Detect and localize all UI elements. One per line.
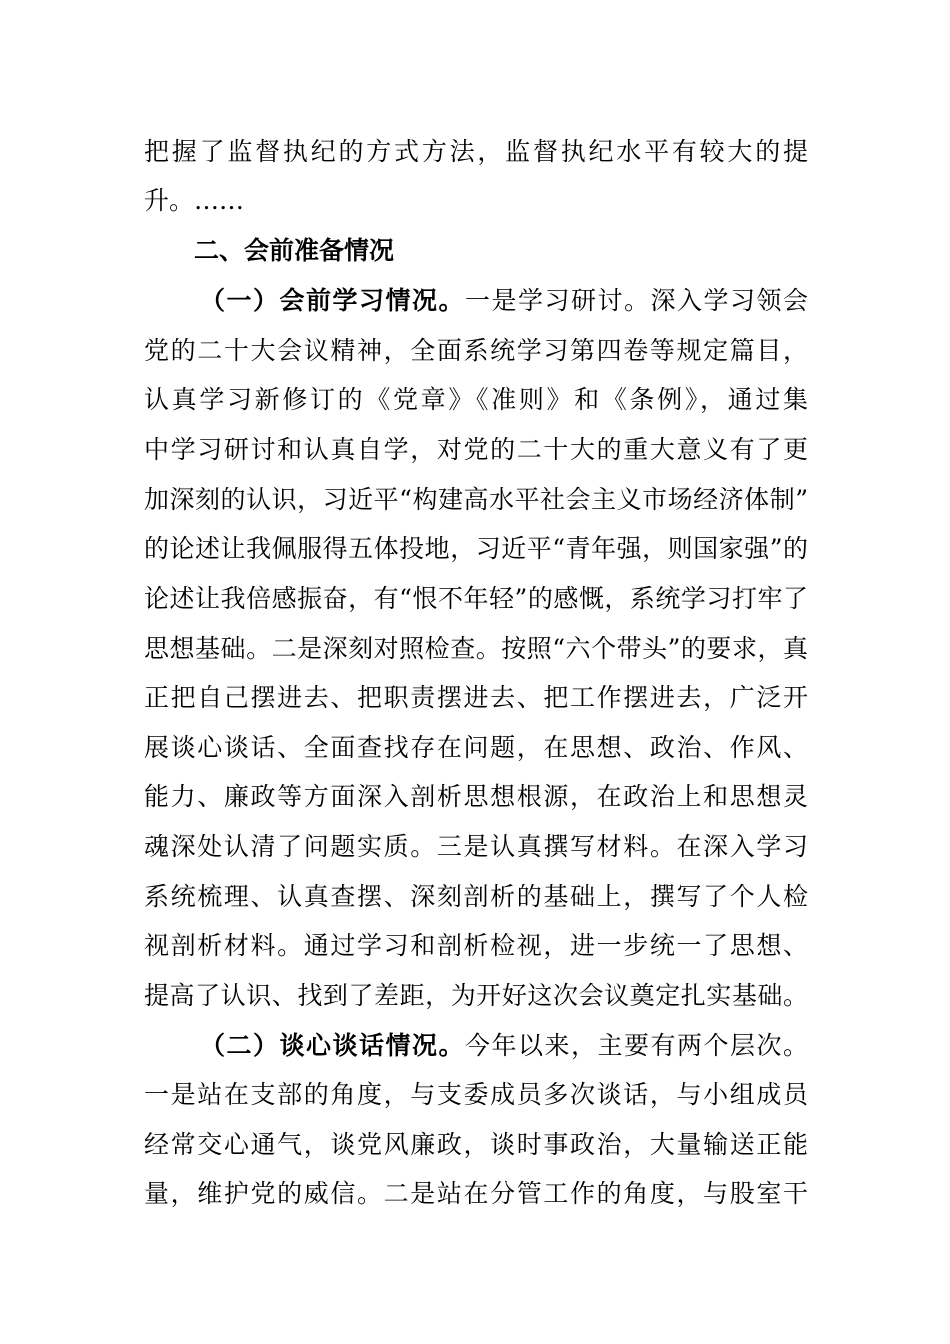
- paragraph-first-line: [200, 276, 808, 326]
- body-text-span: 一是学习研讨。深入学习领会: [465, 286, 808, 315]
- subsection-heading: （一）会前学习情况。: [200, 286, 465, 315]
- body-text-line: 升。……: [144, 186, 245, 215]
- body-text-line: 展谈心谈话、全面查找存在问题，在思想、政治、作风、: [144, 733, 808, 762]
- body-text-line: 提高了认识、找到了差距，为开好这次会议奠定扎实基础。: [144, 981, 808, 1010]
- body-text-line: 加深刻的认识，习近平“构建高水平社会主义市场经济体制”: [144, 485, 808, 514]
- body-text-line: 一是站在支部的角度，与支委成员多次谈话，与小组成员: [144, 1080, 808, 1109]
- body-text-line: 能力、廉政等方面深入剖析思想根源，在政治上和思想灵: [144, 782, 808, 811]
- body-text-line: 正把自己摆进去、把职责摆进去、把工作摆进去，广泛开: [144, 683, 808, 712]
- body-text-line: 党的二十大会议精神，全面系统学习第四卷等规定篇目，: [144, 336, 808, 365]
- paragraph-first-line: [200, 1021, 808, 1071]
- body-text-line: 把握了监督执纪的方式方法，监督执纪水平有较大的提: [144, 137, 808, 166]
- body-text-line: 魂深处认清了问题实质。三是认真撰写材料。在深入学习: [144, 832, 808, 861]
- body-text-line: 经常交心通气，谈党风廉政，谈时事政治，大量输送正能: [144, 1130, 808, 1159]
- body-text-line: 论述让我倍感振奋，有“恨不年轻”的感慨，系统学习打牢了: [144, 584, 808, 613]
- body-text-line: 视剖析材料。通过学习和剖析检视，进一步统一了思想、: [144, 931, 808, 960]
- subsection-heading: （二）谈心谈话情况。: [200, 1031, 465, 1060]
- body-text-line: 中学习研讨和认真自学，对党的二十大的重大意义有了更: [144, 435, 808, 464]
- body-text-line: 思想基础。二是深刻对照检查。按照“六个带头”的要求，真: [144, 634, 808, 663]
- section-heading: 二、会前准备情况: [194, 236, 395, 265]
- body-text-line: 的论述让我佩服得五体投地，习近平“青年强，则国家强”的: [144, 534, 808, 563]
- body-text-line: 认真学习新修订的《党章》《准则》和《条例》，通过集: [144, 385, 808, 414]
- body-text-line: 系统梳理、认真查摆、深刻剖析的基础上，撰写了个人检: [144, 882, 808, 911]
- body-text-line: 量，维护党的威信。二是站在分管工作的角度，与股室干: [144, 1179, 808, 1208]
- body-text-span: 今年以来，主要有两个层次。: [465, 1031, 808, 1060]
